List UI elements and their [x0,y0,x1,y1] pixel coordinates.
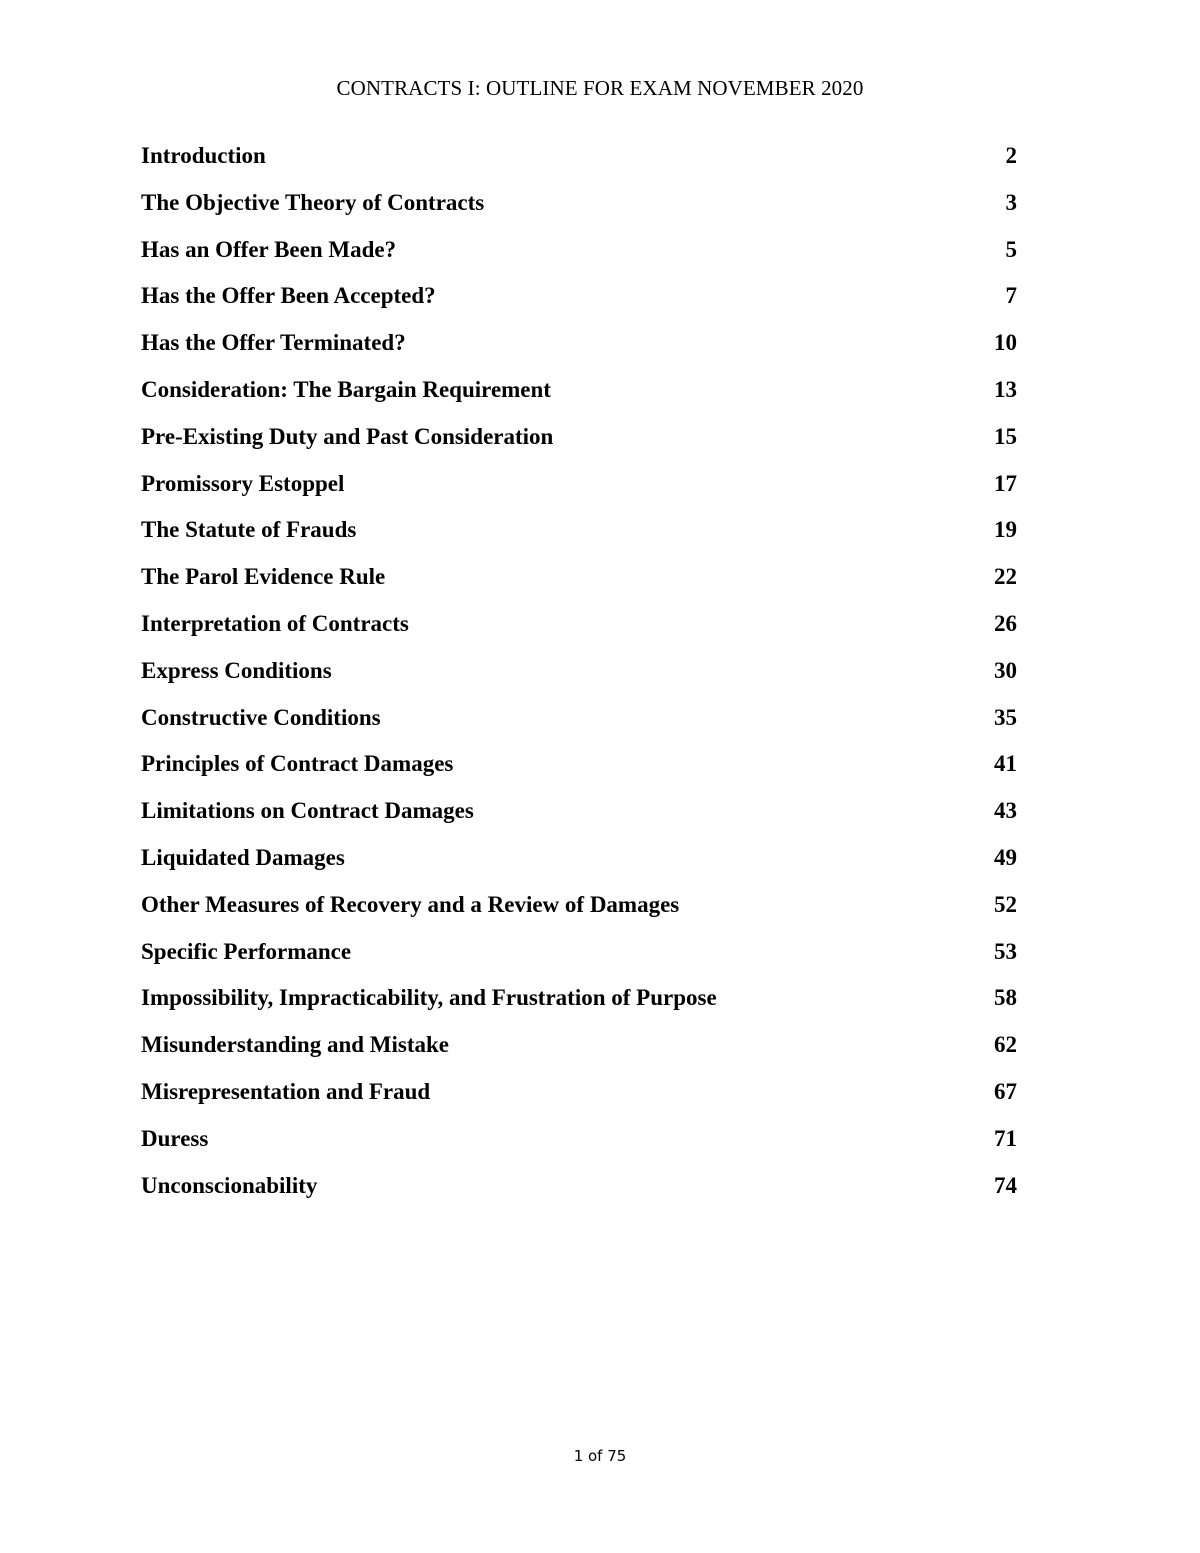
toc-entry-title: Other Measures of Recovery and a Review of Damages [141,891,680,917]
toc-entry-page: 5 [1005,236,1017,262]
toc-entry-title: Interpretation of Contracts [141,610,409,636]
toc-entry-page: 62 [994,1032,1017,1058]
toc-entry-title: Misrepresentation and Fraud [141,1078,431,1104]
toc-entry[interactable] [141,935,1017,982]
toc-entry[interactable] [141,513,1017,560]
toc-entry[interactable] [141,373,1017,420]
toc-entry-title: Has the Offer Been Accepted? [141,283,436,309]
toc-entry[interactable] [141,560,1017,607]
toc-entry-title: Limitations on Contract Damages [141,798,474,824]
toc-entry-title: Liquidated Damages [141,844,345,870]
toc-entry-title: Express Conditions [141,657,332,683]
toc-entry-title: Impossibility, Impracticability, and Frustration of Purpose [141,985,717,1011]
toc-entry-page: 30 [994,657,1017,683]
toc-entry[interactable] [141,139,1017,186]
toc-entry[interactable] [141,1122,1017,1169]
toc-entry-page: 67 [994,1078,1017,1104]
toc-entry-page: 41 [994,751,1017,777]
toc-entry-title: Misunderstanding and Mistake [141,1032,450,1058]
toc-entry-page: 26 [994,610,1017,636]
toc-entry-page: 2 [1005,143,1017,168]
toc-entry-page: 13 [994,376,1017,402]
toc-entry-page: 53 [994,938,1017,964]
toc-entry[interactable] [141,747,1017,794]
toc-entry[interactable] [141,888,1017,935]
toc-entry[interactable] [141,841,1017,888]
toc-entry[interactable] [141,701,1017,748]
toc-entry-title: Has an Offer Been Made? [141,236,397,262]
toc-entry-page: 22 [994,564,1017,590]
toc-entry[interactable] [141,981,1017,1028]
toc-entry-page: 19 [994,517,1017,543]
toc-entry-title: Duress [141,1125,209,1151]
toc-entry-page: 3 [1005,189,1017,215]
toc-entry-page: 58 [994,985,1017,1011]
toc-entry[interactable] [141,233,1017,280]
toc-entry[interactable] [141,794,1017,841]
toc-entry-page: 15 [994,423,1017,449]
toc-entry-title: Introduction [141,143,266,168]
toc-entry[interactable] [141,186,1017,233]
toc-entry-page: 43 [994,798,1017,824]
toc-entry[interactable] [141,420,1017,467]
toc-entry[interactable] [141,467,1017,514]
toc-entry-title: Constructive Conditions [141,704,381,730]
toc-entry[interactable] [141,607,1017,654]
table-of-contents [141,139,1017,1215]
toc-entry-title: The Objective Theory of Contracts [141,189,485,215]
toc-entry-page: 52 [994,891,1017,917]
toc-entry-page: 49 [994,844,1017,870]
toc-entry[interactable] [141,1169,1017,1216]
toc-entry-title: Promissory Estoppel [141,470,345,496]
page-number-footer: 1 of 75 [573,1447,627,1465]
toc-entry[interactable] [141,1075,1017,1122]
toc-entry-page: 7 [1005,283,1017,309]
toc-entry-title: The Statute of Frauds [141,517,357,543]
toc-entry-title: Pre-Existing Duty and Past Consideration [141,423,554,449]
toc-entry-page: 17 [994,470,1017,496]
toc-entry[interactable] [141,326,1017,373]
toc-entry-title: Unconscionability [141,1172,318,1198]
toc-entry-title: The Parol Evidence Rule [141,564,386,590]
toc-entry-title: Has the Offer Terminated? [141,330,406,356]
toc-entry[interactable] [141,279,1017,326]
toc-entry-page: 74 [994,1172,1017,1198]
toc-entry-title: Consideration: The Bargain Requirement [141,376,551,402]
page-title: CONTRACTS I: OUTLINE FOR EXAM NOVEMBER 2020 [336,76,864,100]
toc-entry-page: 10 [994,330,1017,356]
toc-entry[interactable] [141,654,1017,701]
toc-entry-title: Specific Performance [141,938,352,964]
toc-entry-page: 71 [994,1125,1017,1151]
toc-entry-title: Principles of Contract Damages [141,751,454,777]
toc-entry-page: 35 [994,704,1017,730]
toc-entry[interactable] [141,1028,1017,1075]
